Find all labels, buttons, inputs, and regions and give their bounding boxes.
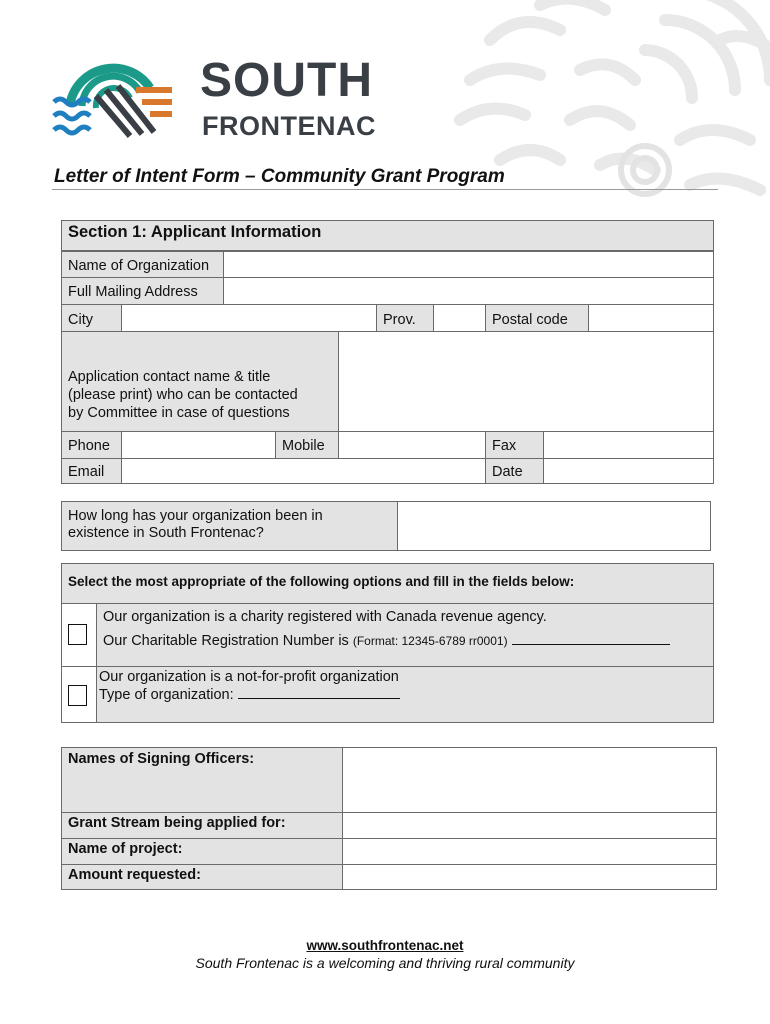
charity-option-line2 <box>103 629 707 653</box>
phone-label: Phone <box>61 431 122 459</box>
phone-field[interactable] <box>121 431 276 459</box>
fax-field[interactable] <box>543 431 714 459</box>
project-name-field[interactable] <box>342 838 717 865</box>
charity-number-format: (Format: 12345-6789 rr0001) <box>352 634 508 648</box>
contact-label <box>61 331 339 432</box>
grant-stream-label: Grant Stream being applied for: <box>61 812 343 839</box>
charity-checkbox[interactable] <box>68 624 87 645</box>
mobile-field[interactable] <box>338 431 486 459</box>
nfp-type-label: Type of organization: <box>99 687 238 703</box>
signing-officers-label: Names of Signing Officers: <box>61 747 343 813</box>
existence-question-line1: How long has your organization been in <box>68 508 323 524</box>
city-field[interactable] <box>121 304 377 332</box>
charity-option <box>96 603 714 667</box>
nfp-option <box>96 666 714 723</box>
nfp-checkbox[interactable] <box>68 685 87 706</box>
org-name-field[interactable] <box>223 251 714 278</box>
nfp-type-line[interactable] <box>238 697 400 699</box>
grant-stream-field[interactable] <box>342 812 717 839</box>
amount-requested-label: Amount requested: <box>61 864 343 890</box>
contact-label-line3: by Committee in case of questions <box>68 405 290 421</box>
mailing-address-field[interactable] <box>223 277 714 305</box>
decorative-pattern <box>430 0 770 230</box>
charity-option-line1: Our organization is a charity registered with Canada revenue agency. <box>103 609 547 625</box>
email-field[interactable] <box>121 458 486 484</box>
city-label: City <box>61 304 122 332</box>
section1-heading: Section 1: Applicant Information <box>61 220 714 251</box>
footer-tagline: South Frontenac is a welcoming and thriving rural community <box>195 955 575 971</box>
date-field[interactable] <box>543 458 714 484</box>
signing-officers-field[interactable] <box>342 747 717 813</box>
existence-field[interactable] <box>397 501 711 551</box>
mailing-address-label: Full Mailing Address <box>61 277 224 305</box>
logo-text-frontenac: FRONTENAC <box>202 111 376 141</box>
footer-url[interactable]: www.southfrontenac.net <box>306 938 464 953</box>
charity-number-line[interactable] <box>512 643 670 645</box>
options-heading: Select the most appropriate of the following options and fill in the fields below: <box>61 563 714 604</box>
logo-mark <box>52 44 174 140</box>
logo <box>52 44 392 144</box>
charity-number-label: Our Charitable Registration Number is <box>103 633 353 649</box>
page-title: Letter of Intent Form – Community Grant Program <box>54 166 505 187</box>
date-label: Date <box>485 458 544 484</box>
contact-label-line2: (please print) who can be contacted <box>68 387 298 403</box>
postal-code-label: Postal code <box>485 304 589 332</box>
prov-field[interactable] <box>433 304 486 332</box>
title-rule <box>52 189 718 190</box>
contact-field[interactable] <box>338 331 714 432</box>
contact-label-line1: Application contact name & title <box>68 369 271 385</box>
existence-question <box>61 501 398 551</box>
mobile-label: Mobile <box>275 431 339 459</box>
postal-code-field[interactable] <box>588 304 714 332</box>
fax-label: Fax <box>485 431 544 459</box>
email-label: Email <box>61 458 122 484</box>
amount-requested-field[interactable] <box>342 864 717 890</box>
prov-label: Prov. <box>376 304 434 332</box>
nfp-option-line2 <box>99 686 711 704</box>
existence-question-line2: existence in South Frontenac? <box>68 525 264 541</box>
project-name-label: Name of project: <box>61 838 343 865</box>
org-name-label: Name of Organization <box>61 251 224 278</box>
logo-text-south: SOUTH <box>200 54 373 107</box>
nfp-option-line1: Our organization is a not-for-profit organization <box>99 669 399 685</box>
